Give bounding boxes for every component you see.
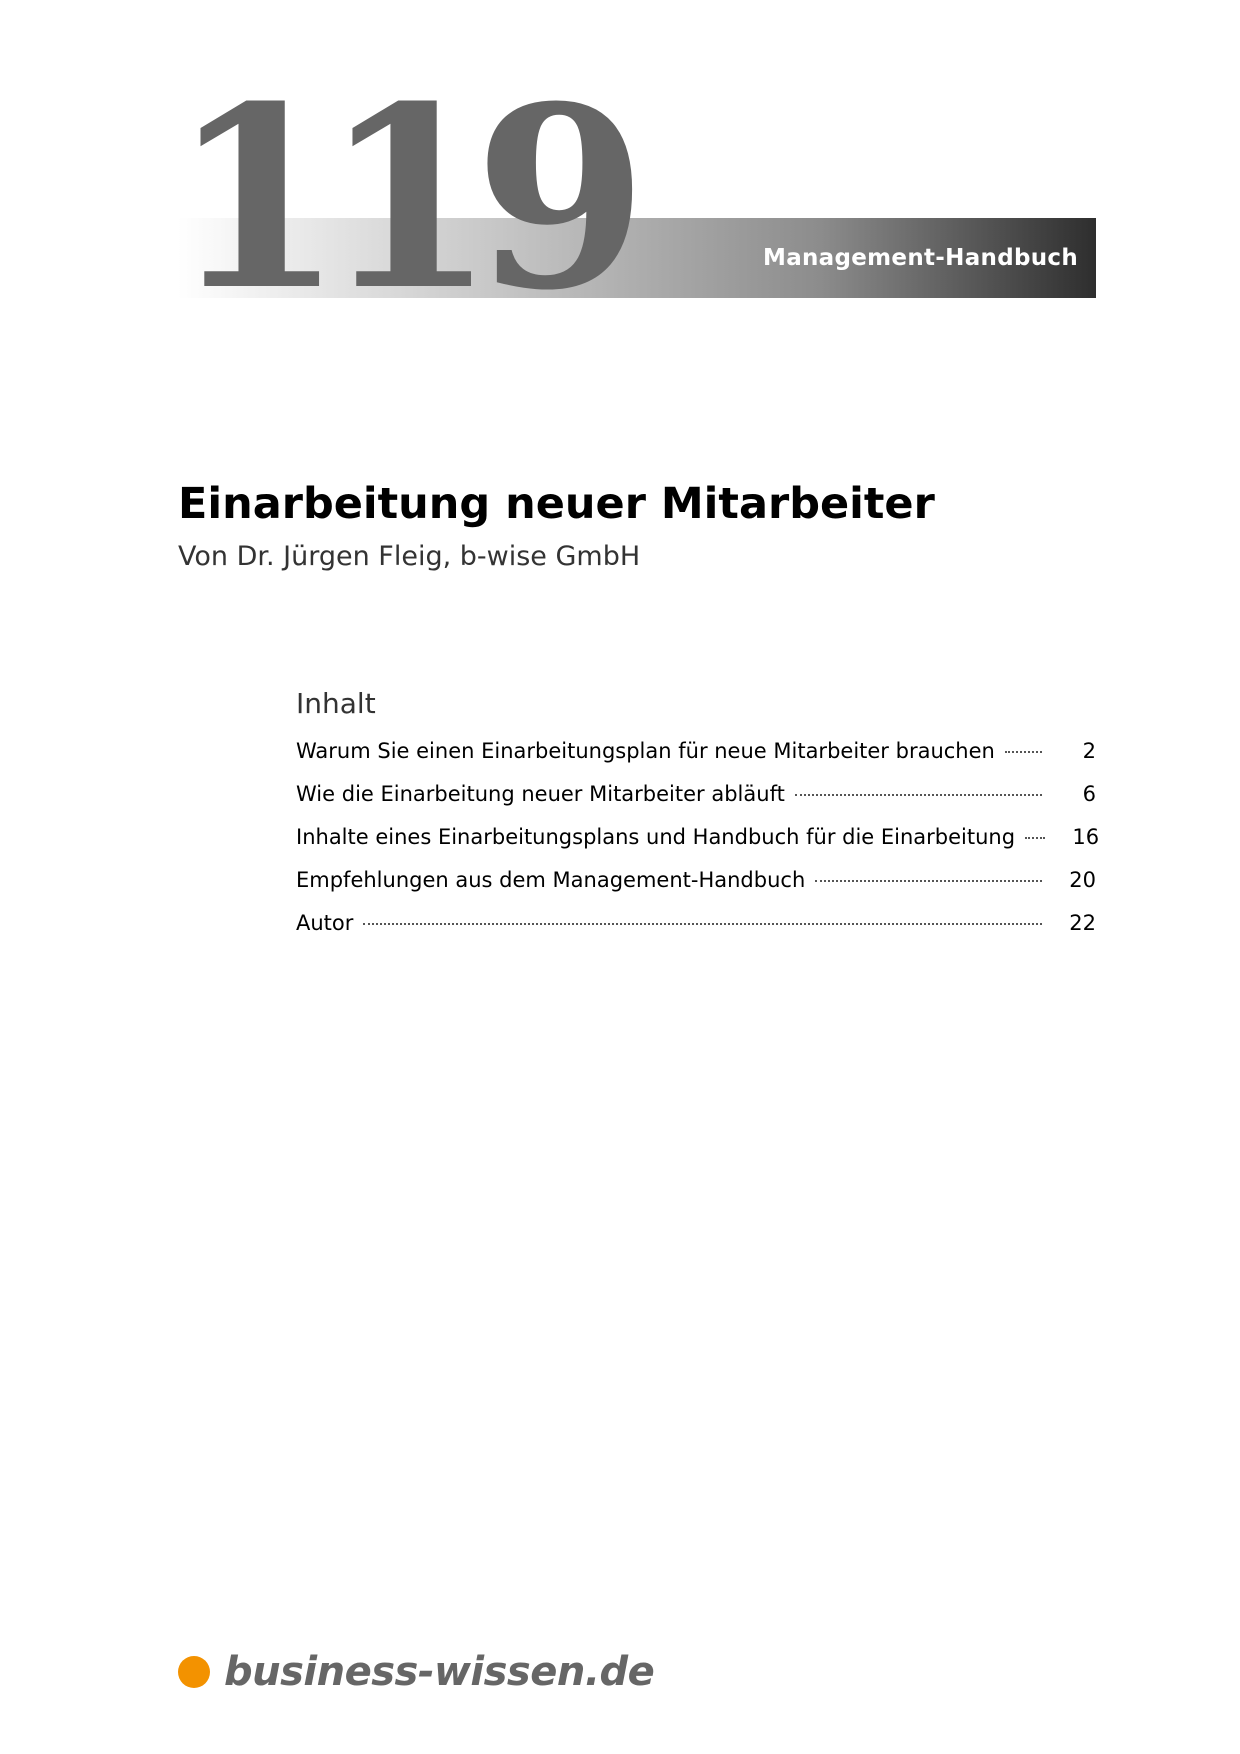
toc-entry[interactable] [296,779,1096,822]
toc-dot-leader [795,794,1042,796]
toc-entry-page: 22 [1069,911,1096,935]
toc-entry-page: 2 [1082,739,1096,763]
toc-dot-leader [815,880,1042,882]
orange-dot-icon [178,1656,210,1688]
toc-entry[interactable] [296,908,1096,951]
toc-entry-title: Autor [296,911,354,935]
document-byline: Von Dr. Jürgen Fleig, b-wise GmbH [178,541,641,572]
toc-entry[interactable] [296,736,1096,779]
toc-entry-title: Wie die Einarbeitung neuer Mitarbeiter abläuft [296,782,785,806]
toc-entry-title: Inhalte eines Einarbeitungsplans und Handbuch für die Einarbeitung [296,825,1016,849]
toc-entry-page: 6 [1082,782,1096,806]
logo-text: business-wissen.de [224,1649,655,1695]
table-of-contents [296,684,1100,951]
toc-entry-title: Empfehlungen aus dem Management-Handbuch [296,868,806,892]
toc-dot-leader [363,923,1042,925]
toc-dot-leader [1005,751,1042,753]
toc-entry-page: 20 [1069,868,1096,892]
business-wissen-logo [178,1648,654,1696]
toc-entry[interactable] [296,822,1100,865]
toc-heading: Inhalt [296,687,376,720]
toc-list [296,736,1100,951]
issue-number: 119 [170,51,626,345]
document-title: Einarbeitung neuer Mitarbeiter [178,479,935,529]
series-label: Management-Handbuch [763,245,1078,271]
toc-entry-title: Warum Sie einen Einarbeitungsplan für neue Mitarbeiter brauchen [296,739,995,763]
toc-dot-leader [1025,837,1045,839]
toc-entry-page: 16 [1072,825,1100,849]
toc-entry[interactable] [296,865,1096,908]
